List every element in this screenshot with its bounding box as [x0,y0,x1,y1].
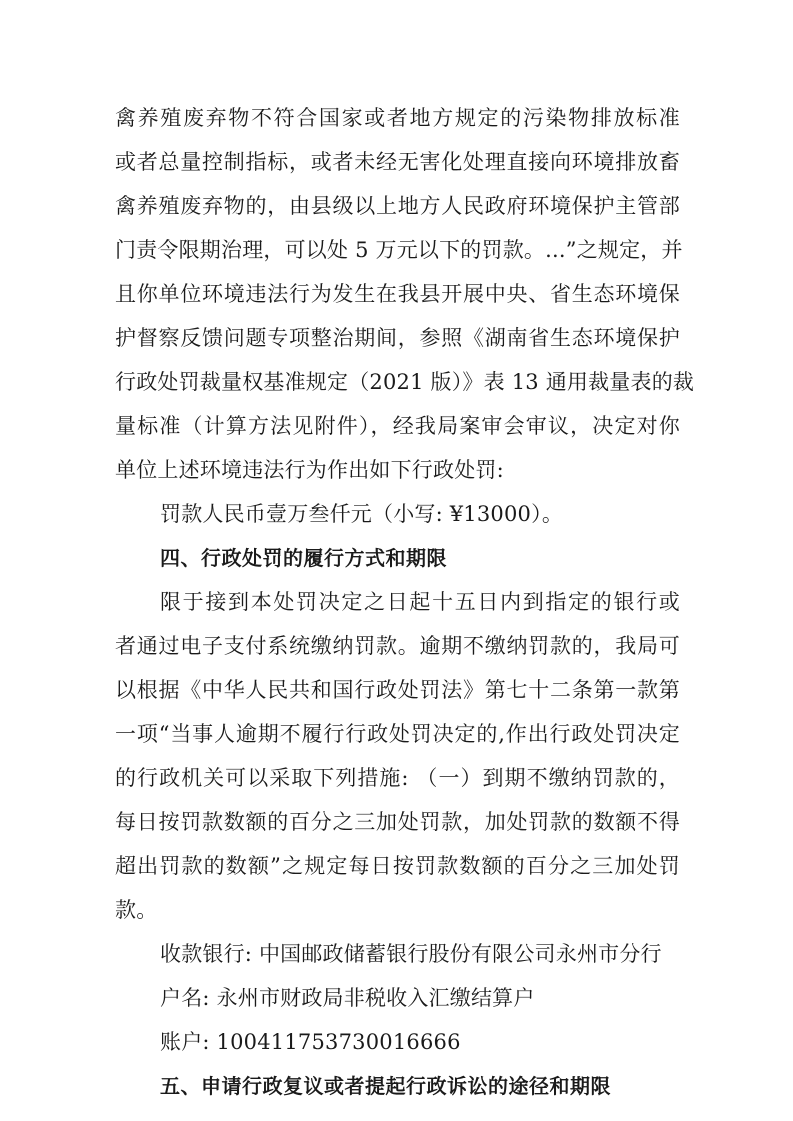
paragraph-line: 护督察反馈问题专项整治期间，参照《湖南省生态环境保护 [115,326,680,350]
paragraph-line: 每日按罚款数额的百分之三加处罚款，加处罚款的数额不得 [115,810,680,834]
account-number: 账户: 100411753730016666 [160,1030,461,1054]
paragraph-line: 禽养殖废弃物不符合国家或者地方规定的污染物排放标准 [115,106,680,130]
section-heading: 五、申请行政复议或者提起行政诉讼的途径和期限 [160,1074,611,1098]
paragraph-line: 门责令限期治理，可以处 5 万元以下的罚款。...”之规定，并 [115,238,683,262]
paragraph-line: 量标准（计算方法见附件），经我局案审会审议，决定对你 [115,414,680,438]
paragraph-line: 或者总量控制指标，或者未经无害化处理直接向环境排放畜 [115,150,680,174]
section-heading: 四、行政处罚的履行方式和期限 [160,546,447,570]
paragraph-line: 且你单位环境违法行为发生在我县开展中央、省生态环境保 [115,282,680,306]
paragraph-line: 超出罚款的数额”之规定每日按罚款数额的百分之三加处罚 [115,854,680,878]
bank-name: 收款银行: 中国邮政储蓄银行股份有限公司永州市分行 [160,942,662,966]
account-holder: 户名: 永州市财政局非税收入汇缴结算户 [160,986,535,1010]
paragraph-line: 单位上述环境违法行为作出如下行政处罚: [115,458,504,482]
penalty-amount: 罚款人民币壹万叁仟元（小写: ¥13000）。 [160,502,564,526]
paragraph-line: 一项“当事人逾期不履行行政处罚决定的,作出行政处罚决定 [115,722,680,746]
paragraph-line: 以根据《中华人民共和国行政处罚法》第七十二条第一款第 [115,678,680,702]
paragraph-line: 禽养殖废弃物的，由县级以上地方人民政府环境保护主管部 [115,194,680,218]
paragraph-line: 限于接到本处罚决定之日起十五日内到指定的银行或 [160,590,680,614]
paragraph-line: 款。 [115,898,158,922]
paragraph-line: 行政处罚裁量权基准规定（2021 版）》表 13 通用裁量表的裁 [115,370,695,394]
paragraph-line: 者通过电子支付系统缴纳罚款。逾期不缴纳罚款的，我局可 [115,634,680,658]
paragraph-line: 的行政机关可以采取下列措施: （一）到期不缴纳罚款的， [115,766,680,790]
